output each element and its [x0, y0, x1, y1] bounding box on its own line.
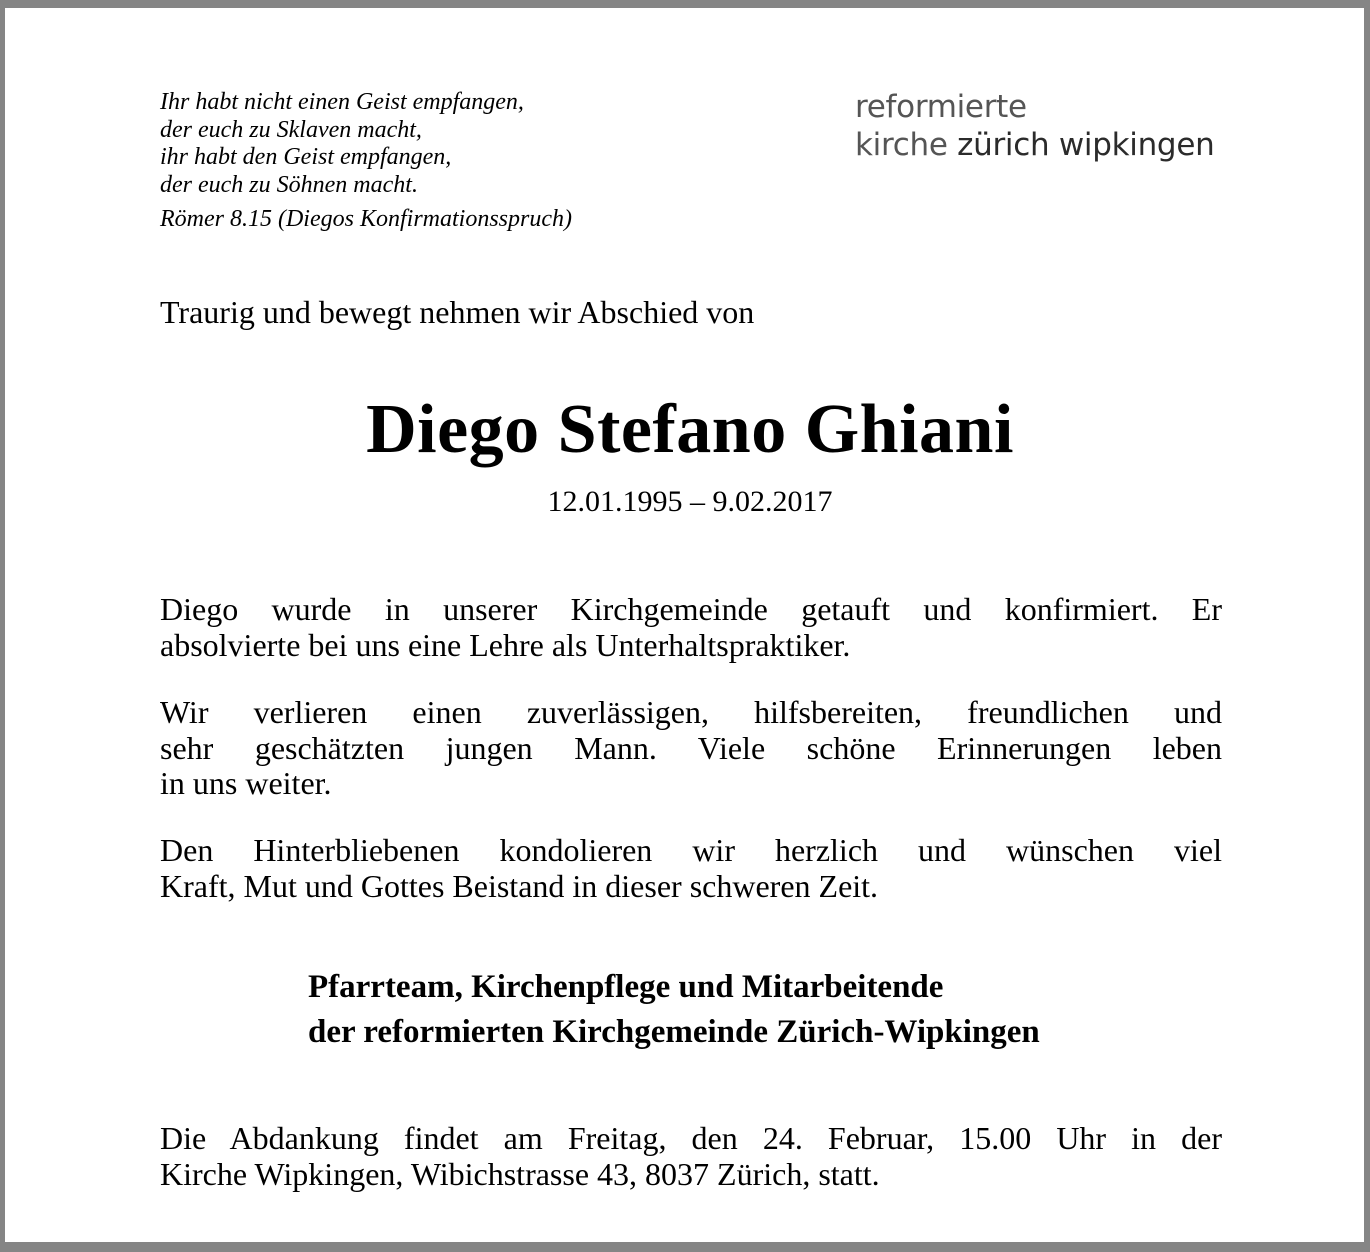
logo-word-location: zürich wipkingen [957, 127, 1215, 163]
intro-text: Traurig und bewegt nehmen wir Abschied von [160, 294, 755, 330]
verse-line: ihr habt den Geist empfangen, [160, 144, 452, 170]
service-announcement [160, 1121, 1222, 1192]
paragraph-condolences [160, 833, 1222, 904]
verse-source: Römer 8.15 (Diegos Konfirmationsspruch) [160, 206, 572, 232]
paragraph-line: Kraft, Mut und Gottes Beistand in dieser schweren Zeit. [160, 867, 879, 904]
service-line: Kirche Wipkingen, Wibichstrasse 43, 8037 Zürich, statt. [160, 1155, 880, 1192]
signature-line-2: der reformierten Kirchgemeinde Zürich-Wipkingen [308, 1014, 1040, 1050]
paragraph-tribute [160, 695, 1222, 802]
logo-word-kirche: kirche [855, 127, 948, 163]
life-dates: 12.01.1995 – 9.02.2017 [547, 485, 833, 518]
logo-line-1: reformierte [855, 89, 1027, 125]
verse-line: der euch zu Söhnen macht. [160, 171, 418, 198]
paragraph-line: Wir verlieren einen zuverlässigen, hilfsbereiten, freundlichen und [160, 694, 1222, 730]
signature-line-1: Pfarrteam, Kirchenpflege und Mitarbeitende [308, 969, 944, 1005]
deceased-name: Diego Stefano Ghiani [366, 391, 1014, 468]
service-line: Die Abdankung findet am Freitag, den 24. Februar, 15.00 Uhr in der [160, 1120, 1222, 1156]
paragraph-line: sehr geschätzten jungen Mann. Viele schöne Erinnerungen leben [160, 729, 1222, 766]
verse-line: der euch zu Sklaven macht, [160, 116, 422, 143]
paragraph-line: in uns weiter. [160, 765, 332, 801]
logo-line-2 [855, 126, 1214, 164]
verse-line: Ihr habt nicht einen Geist empfangen, [160, 89, 524, 115]
paragraph-baptism [160, 592, 1222, 663]
church-logo [855, 88, 1214, 164]
paragraph-line: Den Hinterbliebenen kondolieren wir herzlich und wünschen viel [160, 832, 1222, 868]
paragraph-line: Diego wurde in unserer Kirchgemeinde getauft und konfirmiert. Er [160, 591, 1222, 627]
paragraph-line: absolvierte bei uns eine Lehre als Unterhaltspraktiker. [160, 626, 851, 663]
bible-verse [160, 89, 524, 199]
